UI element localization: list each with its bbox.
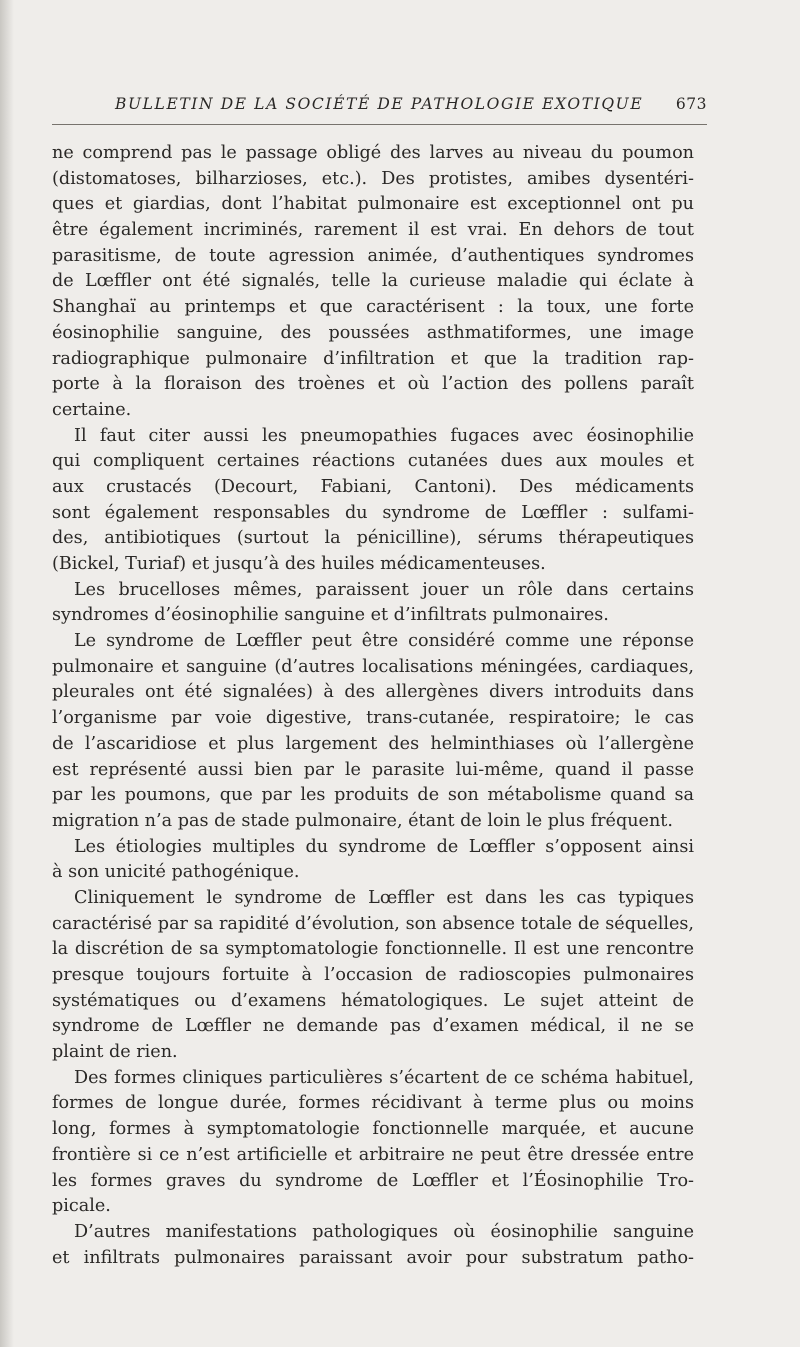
text-line: picale. bbox=[52, 1196, 111, 1217]
text-line: et infiltrats pulmonaires paraissant avoir pour substratum patho- bbox=[52, 1247, 694, 1268]
text-line: parasitisme, de toute agression animée, d’authentiques syndromes bbox=[52, 245, 694, 266]
text-line: formes de longue durée, formes récidivant à terme plus ou moins bbox=[52, 1093, 694, 1114]
text-line: frontière si ce n’est artificielle et arbitraire ne peut être dressée entre bbox=[52, 1144, 694, 1165]
text-line: presque toujours fortuite à l’occasion de radioscopies pulmonaires bbox=[52, 965, 694, 985]
text-line: certaine. bbox=[52, 399, 132, 420]
running-head: BULLETIN DE LA SOCIÉTÉ DE PATHOLOGIE EXOTIQUE bbox=[115, 95, 644, 113]
text-line: Cliniquement le syndrome de Lœffler est dans les cas typiques bbox=[74, 887, 694, 908]
text-line: (Bickel, Turiaf) et jusqu’à des huiles médicamenteuses. bbox=[52, 554, 546, 574]
text-line: ne comprend pas le passage obligé des larves au niveau du poumon bbox=[52, 143, 694, 163]
text-line: les formes graves du syndrome de Lœffler et l’Éosinophilie Tro- bbox=[52, 1170, 694, 1191]
text-line: l’organisme par voie digestive, trans-cutanée, respiratoire; le cas bbox=[52, 708, 694, 729]
text-line: Le syndrome de Lœffler peut être considéré comme une réponse bbox=[74, 631, 694, 652]
text-line: radiographique pulmonaire d’infiltration et que la tradition rap- bbox=[52, 348, 694, 369]
text-line: à son unicité pathogénique. bbox=[52, 862, 300, 883]
text-line: Shanghaï au printemps et que caractérisent : la toux, une forte bbox=[52, 297, 694, 318]
text-line: syndrome de Lœffler ne demande pas d’examen médical, il ne se bbox=[52, 1016, 694, 1037]
text-line: caractérisé par sa rapidité d’évolution, son absence totale de séquelles, bbox=[52, 913, 694, 934]
text-line: porte à la floraison des troènes et où l’action des pollens paraît bbox=[52, 374, 694, 395]
body-text bbox=[52, 141, 694, 1271]
text-line: systématiques ou d’examens hématologiques. Le sujet atteint de bbox=[52, 990, 694, 1011]
text-line: être également incriminés, rarement il est vrai. En dehors de tout bbox=[52, 220, 694, 241]
page-edge-shadow bbox=[0, 0, 14, 1347]
text-line: des, antibiotiques (surtout la pénicilline), sérums thérapeutiques bbox=[52, 528, 694, 549]
text-line: sont également responsables du syndrome de Lœffler : sulfami- bbox=[52, 502, 694, 523]
text-line: Les étiologies multiples du syndrome de Lœffler s’opposent ainsi bbox=[74, 836, 694, 857]
text-line: Des formes cliniques particulières s’écartent de ce schéma habituel, bbox=[74, 1067, 694, 1088]
header-rule bbox=[52, 124, 707, 125]
text-line: ques et giardias, dont l’habitat pulmonaire est exceptionnel ont pu bbox=[52, 194, 694, 215]
text-line: (distomatoses, bilharzioses, etc.). Des protistes, amibes dysentéri- bbox=[52, 168, 694, 189]
page-header bbox=[115, 95, 715, 121]
text-line: Il faut citer aussi les pneumopathies fugaces avec éosinophilie bbox=[74, 425, 694, 446]
text-line: plaint de rien. bbox=[52, 1042, 178, 1063]
text-line: long, formes à symptomatologie fonctionnelle marquée, et aucune bbox=[52, 1119, 694, 1140]
text-line: est représenté aussi bien par le parasite lui-même, quand il passe bbox=[52, 759, 694, 780]
text-line: éosinophilie sanguine, des poussées asthmatiformes, une image bbox=[52, 322, 694, 343]
text-line: de Lœffler ont été signalés, telle la curieuse maladie qui éclate à bbox=[52, 271, 694, 292]
text-line: par les poumons, que par les produits de son métabolisme quand sa bbox=[52, 785, 694, 806]
text-line: pleurales ont été signalées) à des allergènes divers introduits dans bbox=[52, 682, 694, 703]
text-line: Les brucelloses mêmes, paraissent jouer un rôle dans certains bbox=[74, 579, 694, 600]
text-line: migration n’a pas de stade pulmonaire, étant de loin le plus fréquent. bbox=[52, 810, 673, 831]
text-line: pulmonaire et sanguine (d’autres localisations méningées, cardiaques, bbox=[52, 656, 694, 677]
text-line: qui compliquent certaines réactions cutanées dues aux moules et bbox=[52, 451, 694, 472]
text-line: D’autres manifestations pathologiques où éosinophilie sanguine bbox=[74, 1221, 694, 1242]
text-line: syndromes d’éosinophilie sanguine et d’infiltrats pulmonaires. bbox=[52, 605, 609, 626]
text-line: de l’ascaridiose et plus largement des helminthiases où l’allergène bbox=[52, 733, 694, 754]
page-number: 673 bbox=[675, 95, 707, 113]
text-line: aux crustacés (Decourt, Fabiani, Cantoni). Des médicaments bbox=[52, 476, 694, 497]
text-line: la discrétion de sa symptomatologie fonctionnelle. Il est une rencontre bbox=[52, 939, 694, 960]
